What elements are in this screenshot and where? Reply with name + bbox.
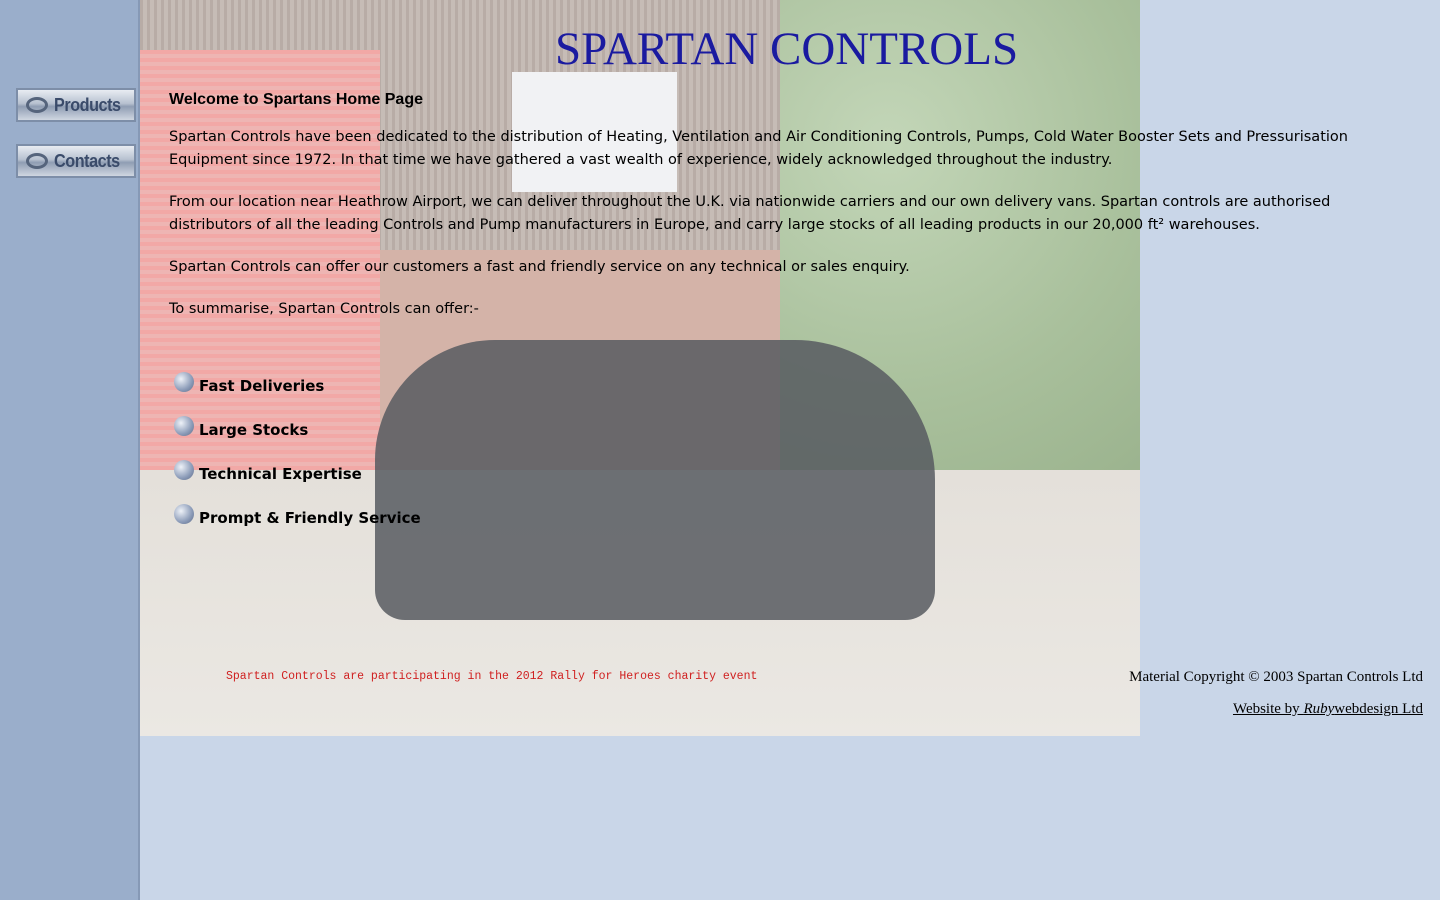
contacts-label: Contacts	[54, 150, 120, 171]
offer-label: Prompt & Friendly Service	[199, 509, 421, 527]
credit-prefix: Website by	[1232, 701, 1304, 717]
list-item	[174, 364, 421, 408]
designer-link[interactable]	[1233, 701, 1423, 718]
list-item	[174, 452, 421, 496]
products-label: Products	[54, 94, 121, 115]
sidebar	[0, 0, 140, 900]
speech-bubble-icon	[26, 153, 48, 169]
credit-brand: Ruby	[1303, 701, 1335, 717]
offer-list	[174, 364, 421, 540]
service-paragraph: Spartan Controls can offer our customers a fast and friendly service on any technical or sales enquiry.	[169, 259, 910, 275]
bullet-icon	[174, 372, 194, 392]
bullet-icon	[174, 416, 194, 436]
contacts-button[interactable]	[16, 144, 136, 178]
list-item	[174, 496, 421, 540]
photo-caption: Spartan Controls are participating in the 2012 Rally for Heroes charity event	[226, 670, 758, 683]
intro-paragraph: Spartan Controls have been dedicated to the distribution of Heating, Ventilation and Air Conditioning Controls, Pumps, Cold Water Booster Sets and Pressurisation Equipment since 1972. In that time we have gathered a vast wealth of experience, widely acknowledged throughout the industry.	[169, 129, 1348, 168]
offer-label: Large Stocks	[199, 421, 309, 439]
offer-label: Fast Deliveries	[199, 377, 325, 395]
main-content	[169, 88, 1369, 340]
products-button[interactable]	[16, 88, 136, 122]
list-item	[174, 408, 421, 452]
speech-bubble-icon	[26, 97, 48, 113]
bullet-icon	[174, 504, 194, 524]
location-paragraph: From our location near Heathrow Airport, we can deliver throughout the U.K. via nationwide carriers and our own delivery vans. Spartan controls are authorised distributors of all the leading Controls and Pump manufacturers in Europe, and carry large stocks of all leading products in our 20,000 ft² warehouses.	[169, 194, 1331, 233]
page-title: SPARTAN CONTROLS	[555, 23, 1019, 75]
credit-suffix: webdesign Ltd	[1334, 701, 1423, 717]
offer-label: Technical Expertise	[199, 465, 362, 483]
summary-paragraph: To summarise, Spartan Controls can offer:-	[169, 301, 479, 317]
welcome-heading: Welcome to Spartans Home Page	[169, 91, 423, 108]
bullet-icon	[174, 460, 194, 480]
copyright: Material Copyright © 2003 Spartan Controls Ltd	[1129, 669, 1423, 685]
